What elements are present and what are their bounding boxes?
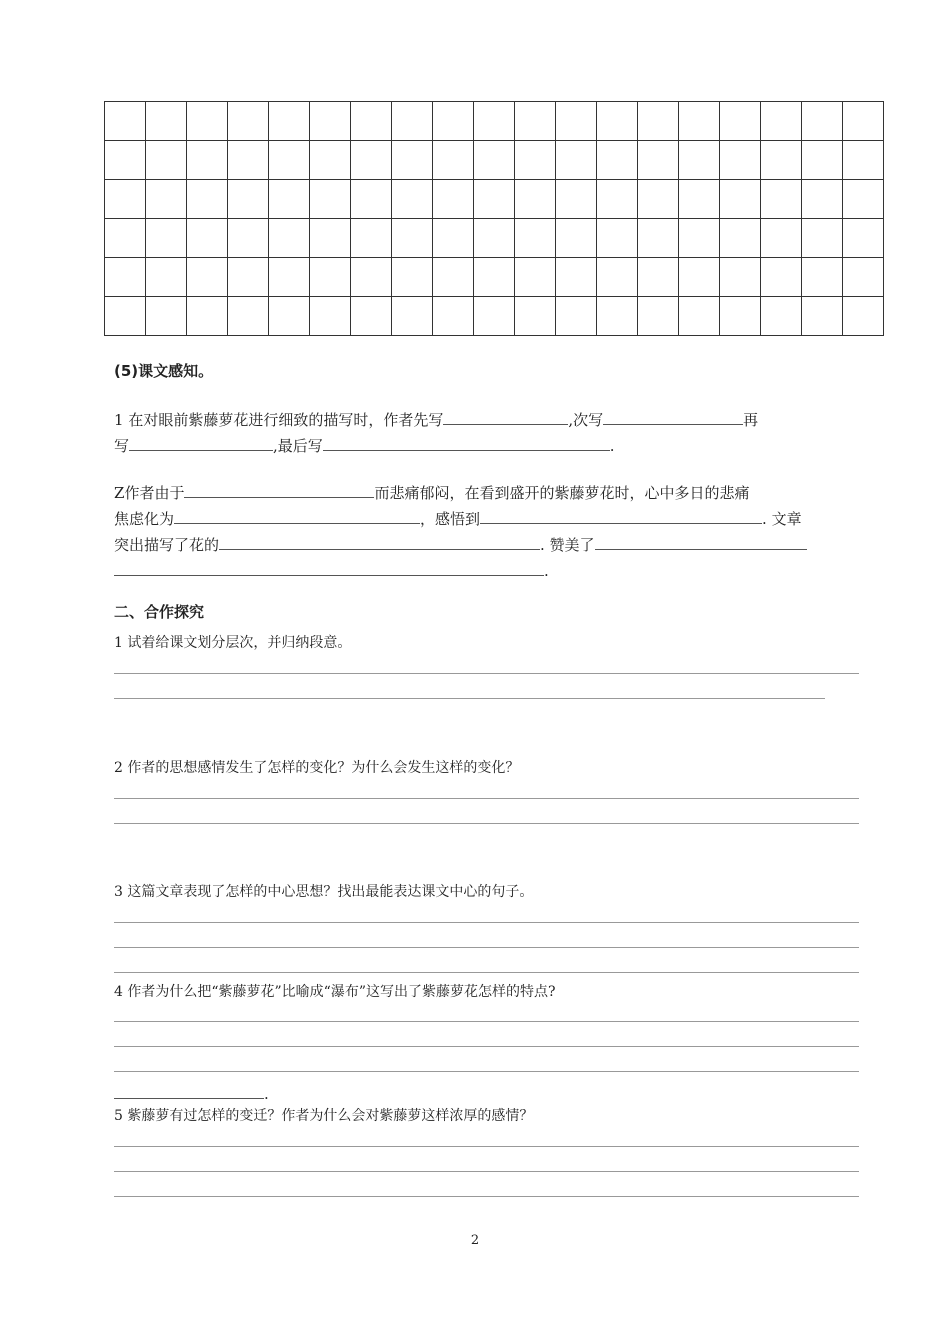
grid-cell[interactable] xyxy=(638,297,679,336)
grid-cell[interactable] xyxy=(433,141,474,180)
q1-blank-4[interactable] xyxy=(323,432,610,451)
grid-cell[interactable] xyxy=(269,219,310,258)
grid-cell[interactable] xyxy=(187,102,228,141)
grid-cell[interactable] xyxy=(720,102,761,141)
q2-text-6: 突出描写了花的 xyxy=(114,536,220,554)
q1-number: 1 xyxy=(114,411,124,429)
q2-blank-4[interactable] xyxy=(219,531,540,550)
grid-cell[interactable] xyxy=(146,141,187,180)
grid-cell[interactable] xyxy=(310,180,351,219)
grid-cell[interactable] xyxy=(351,219,392,258)
grid-cell[interactable] xyxy=(679,219,720,258)
grid-cell[interactable] xyxy=(392,219,433,258)
grid-cell[interactable] xyxy=(228,102,269,141)
grid-row xyxy=(105,219,884,258)
section-5-heading: (5)课文感知。 xyxy=(114,362,214,380)
grid-cell[interactable] xyxy=(310,141,351,180)
grid-cell[interactable] xyxy=(720,141,761,180)
q1-text-1: 在对眼前紫藤萝花进行细致的描写时，作者先写 xyxy=(128,411,444,429)
grid-cell[interactable] xyxy=(351,141,392,180)
grid-cell[interactable] xyxy=(679,180,720,219)
q2-blank-3[interactable] xyxy=(480,505,762,524)
answer-line[interactable] xyxy=(114,1196,859,1197)
q2-line-2 xyxy=(114,505,802,531)
grid-cell[interactable] xyxy=(638,258,679,297)
grid-row xyxy=(105,180,884,219)
q1-line-1 xyxy=(114,406,758,432)
grid-cell[interactable] xyxy=(146,297,187,336)
q1-text-6: . xyxy=(609,437,615,455)
grid-cell[interactable] xyxy=(105,297,146,336)
grid-cell[interactable] xyxy=(474,258,515,297)
grid-cell[interactable] xyxy=(433,102,474,141)
grid-row xyxy=(105,297,884,336)
explore-question-2: 2 作者的思想感情发生了怎样的变化？为什么会发生这样的变化？ xyxy=(114,760,520,776)
writing-grid xyxy=(104,101,884,336)
grid-cell[interactable] xyxy=(556,297,597,336)
grid-cell[interactable] xyxy=(802,258,843,297)
grid-cell[interactable] xyxy=(228,180,269,219)
grid-cell[interactable] xyxy=(433,297,474,336)
q1-line-2 xyxy=(114,432,615,458)
answer-line[interactable] xyxy=(114,1146,859,1147)
grid-cell[interactable] xyxy=(679,258,720,297)
grid-cell[interactable] xyxy=(310,258,351,297)
grid-cell[interactable] xyxy=(105,102,146,141)
grid-cell[interactable] xyxy=(392,102,433,141)
answer-line[interactable] xyxy=(114,1171,859,1172)
grid-cell[interactable] xyxy=(474,219,515,258)
q2-line-3 xyxy=(114,531,807,557)
grid-cell[interactable] xyxy=(843,258,884,297)
answer-line[interactable] xyxy=(114,1046,859,1047)
q4-tail-line xyxy=(114,1080,269,1106)
grid-cell[interactable] xyxy=(228,141,269,180)
q2-text-4: ，感悟到 xyxy=(420,510,481,528)
grid-cell[interactable] xyxy=(187,180,228,219)
grid-row xyxy=(105,102,884,141)
grid-cell[interactable] xyxy=(597,180,638,219)
grid-cell[interactable] xyxy=(351,297,392,336)
grid-cell[interactable] xyxy=(269,180,310,219)
grid-cell[interactable] xyxy=(105,141,146,180)
grid-cell[interactable] xyxy=(843,297,884,336)
grid-cell[interactable] xyxy=(269,141,310,180)
grid-cell[interactable] xyxy=(310,219,351,258)
grid-cell[interactable] xyxy=(310,297,351,336)
q1-text-5: ,最后写 xyxy=(273,437,323,455)
grid-cell[interactable] xyxy=(843,141,884,180)
grid-cell[interactable] xyxy=(597,102,638,141)
explore-question-1: 1 试着给课文划分层次，并归纳段意。 xyxy=(114,635,352,651)
grid-cell[interactable] xyxy=(146,219,187,258)
grid-cell[interactable] xyxy=(105,258,146,297)
grid-cell[interactable] xyxy=(351,102,392,141)
grid-cell[interactable] xyxy=(269,102,310,141)
grid-cell[interactable] xyxy=(843,102,884,141)
grid-cell[interactable] xyxy=(269,258,310,297)
grid-cell[interactable] xyxy=(720,297,761,336)
grid-cell[interactable] xyxy=(597,141,638,180)
grid-cell[interactable] xyxy=(515,297,556,336)
grid-cell[interactable] xyxy=(515,141,556,180)
q1-blank-3[interactable] xyxy=(129,432,273,451)
grid-cell[interactable] xyxy=(146,180,187,219)
grid-cell[interactable] xyxy=(515,258,556,297)
q2-text-3: 焦虑化为 xyxy=(114,510,175,528)
grid-cell[interactable] xyxy=(146,102,187,141)
grid-cell[interactable] xyxy=(802,102,843,141)
grid-cell[interactable] xyxy=(761,102,802,141)
answer-line[interactable] xyxy=(114,947,859,948)
grid-cell[interactable] xyxy=(761,297,802,336)
grid-cell[interactable] xyxy=(392,297,433,336)
q2-blank-1[interactable] xyxy=(184,479,374,498)
grid-cell[interactable] xyxy=(392,141,433,180)
grid-cell[interactable] xyxy=(679,141,720,180)
grid-cell[interactable] xyxy=(187,141,228,180)
grid-cell[interactable] xyxy=(597,297,638,336)
grid-cell[interactable] xyxy=(597,258,638,297)
answer-line[interactable] xyxy=(114,823,859,824)
page-number: 2 xyxy=(470,1233,480,1248)
grid-cell[interactable] xyxy=(843,219,884,258)
grid-cell[interactable] xyxy=(187,219,228,258)
grid-cell[interactable] xyxy=(474,180,515,219)
q2-text-8: . xyxy=(544,562,549,580)
grid-cell[interactable] xyxy=(638,141,679,180)
q2-blank-6[interactable] xyxy=(114,557,544,576)
explore-question-5: 5 紫藤萝有过怎样的变迁？作者为什么会对紫藤萝这样浓厚的感情？ xyxy=(114,1108,534,1124)
grid-cell[interactable] xyxy=(228,297,269,336)
grid-cell[interactable] xyxy=(474,102,515,141)
q2-line-1 xyxy=(114,479,749,505)
grid-cell[interactable] xyxy=(474,141,515,180)
grid-cell[interactable] xyxy=(638,102,679,141)
answer-line[interactable] xyxy=(114,798,859,799)
grid-cell[interactable] xyxy=(556,180,597,219)
grid-cell[interactable] xyxy=(638,180,679,219)
grid-cell[interactable] xyxy=(228,219,269,258)
grid-cell[interactable] xyxy=(843,180,884,219)
q1-text-2: ,次写 xyxy=(568,411,604,429)
grid-cell[interactable] xyxy=(433,258,474,297)
grid-cell[interactable] xyxy=(392,258,433,297)
grid-cell[interactable] xyxy=(105,219,146,258)
grid-row xyxy=(105,258,884,297)
grid-cell[interactable] xyxy=(474,297,515,336)
grid-cell[interactable] xyxy=(392,180,433,219)
answer-line[interactable] xyxy=(114,1021,859,1022)
q1-text-4: 写 xyxy=(114,437,130,455)
grid-cell[interactable] xyxy=(802,141,843,180)
grid-cell[interactable] xyxy=(679,102,720,141)
explore-question-3: 3 这篇文章表现了怎样的中心思想？找出最能表达课文中心的句子。 xyxy=(114,884,534,900)
grid-cell[interactable] xyxy=(310,102,351,141)
q2-text-5: . 文章 xyxy=(762,510,802,528)
q1-blank-2[interactable] xyxy=(603,406,743,425)
q2-text-2: 而悲痛郁闷，在看到盛开的紫藤萝花时，心中多日的悲痛 xyxy=(374,484,750,502)
grid-cell[interactable] xyxy=(720,180,761,219)
q2-text-1: 作者由于 xyxy=(124,484,185,502)
answer-line[interactable] xyxy=(114,1071,859,1072)
grid-cell[interactable] xyxy=(597,219,638,258)
grid-cell[interactable] xyxy=(761,219,802,258)
grid-cell[interactable] xyxy=(556,141,597,180)
explore-question-4: 4 作者为什么把“紫藤萝花”比喻成“瀑布”这写出了紫藤萝花怎样的特点? xyxy=(114,984,556,1000)
grid-cell[interactable] xyxy=(187,258,228,297)
grid-cell[interactable] xyxy=(761,141,802,180)
grid-cell[interactable] xyxy=(720,219,761,258)
answer-line[interactable] xyxy=(114,922,859,923)
q2-blank-2[interactable] xyxy=(174,505,420,524)
q2-line-4 xyxy=(114,557,549,583)
grid-cell[interactable] xyxy=(515,219,556,258)
grid-cell[interactable] xyxy=(351,180,392,219)
q4-tail-dot: . xyxy=(264,1085,269,1103)
q2-number: Z xyxy=(114,484,125,502)
grid-cell[interactable] xyxy=(146,258,187,297)
grid-cell[interactable] xyxy=(351,258,392,297)
q4-tail-blank[interactable] xyxy=(114,1080,264,1099)
grid-cell[interactable] xyxy=(105,180,146,219)
q2-blank-5[interactable] xyxy=(595,531,807,550)
grid-cell[interactable] xyxy=(556,219,597,258)
grid-cell[interactable] xyxy=(638,219,679,258)
grid-cell[interactable] xyxy=(802,219,843,258)
grid-cell[interactable] xyxy=(433,219,474,258)
answer-line[interactable] xyxy=(114,698,825,699)
grid-cell[interactable] xyxy=(228,258,269,297)
grid-cell[interactable] xyxy=(187,297,228,336)
grid-cell[interactable] xyxy=(515,180,556,219)
q2-text-7: . 赞美了 xyxy=(540,536,595,554)
grid-cell[interactable] xyxy=(556,258,597,297)
q1-text-3: 再 xyxy=(743,411,759,429)
grid-row xyxy=(105,141,884,180)
grid-cell[interactable] xyxy=(679,297,720,336)
grid-cell[interactable] xyxy=(720,258,761,297)
grid-cell[interactable] xyxy=(802,297,843,336)
grid-cell[interactable] xyxy=(761,258,802,297)
grid-cell[interactable] xyxy=(761,180,802,219)
grid-cell[interactable] xyxy=(269,297,310,336)
grid-cell[interactable] xyxy=(802,180,843,219)
section-2-heading: 二、合作探究 xyxy=(114,603,205,621)
grid-cell[interactable] xyxy=(556,102,597,141)
q1-blank-1[interactable] xyxy=(443,406,568,425)
grid-cell[interactable] xyxy=(433,180,474,219)
answer-line[interactable] xyxy=(114,673,859,674)
grid-cell[interactable] xyxy=(515,102,556,141)
answer-line[interactable] xyxy=(114,972,859,973)
